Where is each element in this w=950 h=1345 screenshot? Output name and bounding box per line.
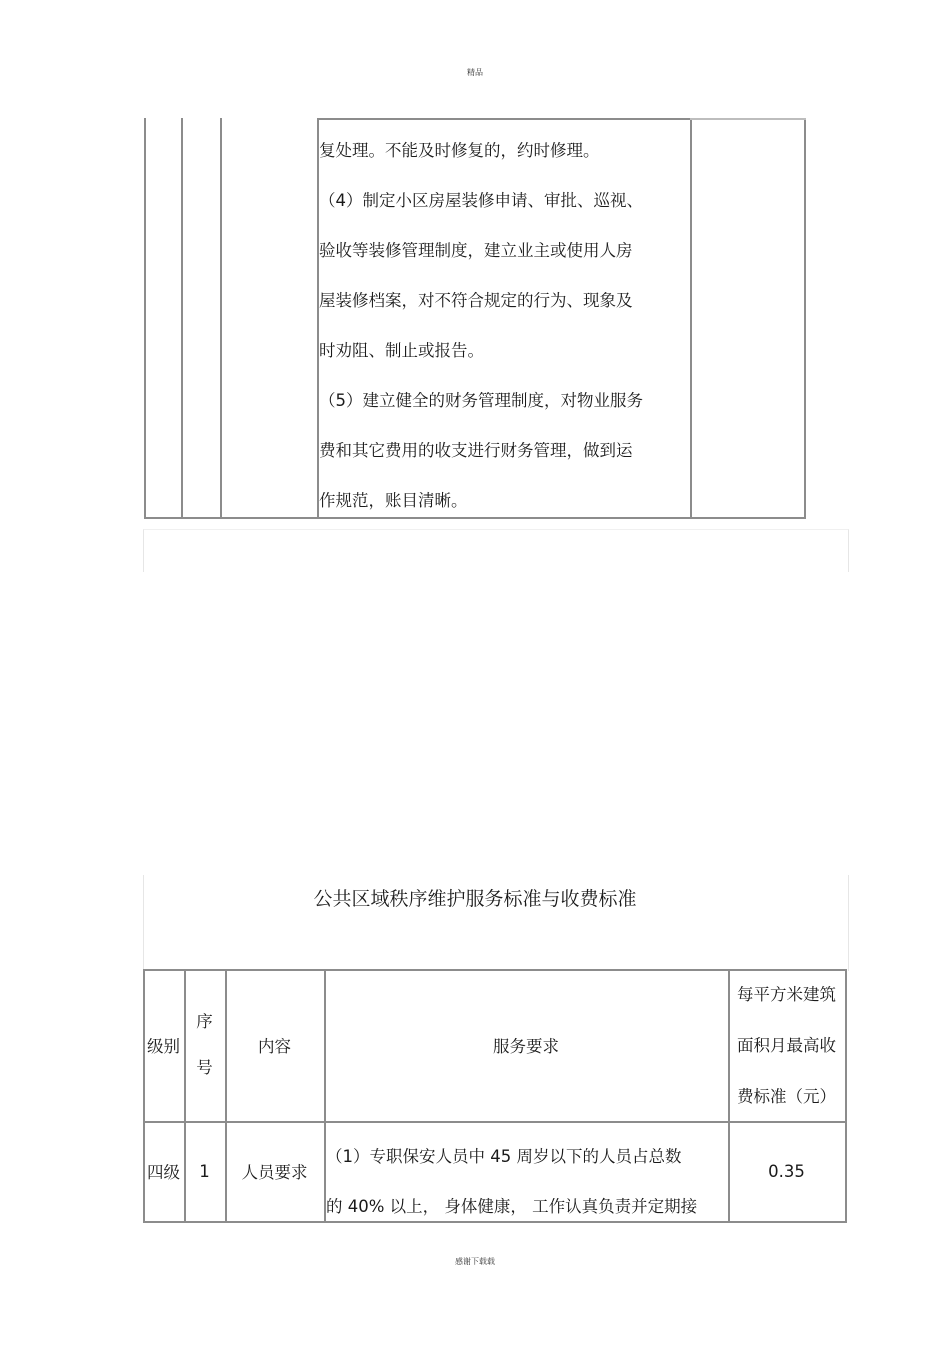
continuation-table bbox=[144, 118, 806, 519]
service-requirements-text bbox=[319, 126, 691, 526]
page-footer-mark: 感谢下载载 bbox=[455, 1257, 495, 1266]
table-border bbox=[144, 118, 146, 519]
row-seq: 1 bbox=[199, 1161, 210, 1181]
row-level: 四级 bbox=[147, 1163, 180, 1182]
header-seq-line: 序 bbox=[196, 1012, 213, 1031]
table-border bbox=[220, 118, 222, 519]
header-seq bbox=[184, 969, 225, 1121]
table-border bbox=[317, 118, 692, 120]
empty-frame bbox=[143, 529, 849, 572]
service-line: 屋装修档案，对不符合规定的行为、现象及 bbox=[319, 291, 633, 310]
header-fee bbox=[728, 969, 845, 1121]
page-header-mark: 精品 bbox=[467, 68, 483, 77]
header-content: 内容 bbox=[258, 1037, 291, 1056]
fee-table bbox=[143, 969, 847, 1223]
service-line: 复处理。不能及时修复的，约时修理。 bbox=[319, 141, 600, 160]
service-line: 时劝阻、制止或报告。 bbox=[319, 341, 484, 360]
header-fee-line: 面积月最高收 bbox=[737, 1035, 836, 1055]
header-requirements: 服务要求 bbox=[493, 1037, 559, 1056]
service-line: 验收等装修管理制度，建立业主或使用人房 bbox=[319, 241, 633, 260]
table-border bbox=[804, 118, 806, 519]
service-line: 费和其它费用的收支进行财务管理，做到运 bbox=[319, 441, 633, 460]
row-content: 人员要求 bbox=[241, 1163, 308, 1182]
service-line: （4）制定小区房屋装修申请、审批、巡视、 bbox=[319, 191, 643, 210]
row-requirements bbox=[326, 1132, 726, 1232]
table-border bbox=[690, 118, 806, 120]
table-border bbox=[845, 969, 847, 1223]
section-title: 公共区域秩序维护服务标准与收费标准 bbox=[313, 888, 637, 910]
requirement-line: （1）专职保安人员中 45 周岁以下的人员占总数 bbox=[326, 1147, 682, 1166]
service-line: 作规范，账目清晰。 bbox=[319, 491, 468, 510]
header-level: 级别 bbox=[147, 1037, 180, 1056]
header-fee-line: 费标准（元） bbox=[737, 1086, 836, 1106]
table-border bbox=[181, 118, 183, 519]
row-fee: 0.35 bbox=[768, 1161, 805, 1181]
service-line: （5）建立健全的财务管理制度，对物业服务 bbox=[319, 391, 643, 410]
requirement-line: 的 40% 以上， 身体健康， 工作认真负责并定期接 bbox=[326, 1197, 698, 1216]
header-seq-line: 号 bbox=[196, 1058, 213, 1077]
header-fee-line: 每平方米建筑 bbox=[737, 984, 836, 1004]
